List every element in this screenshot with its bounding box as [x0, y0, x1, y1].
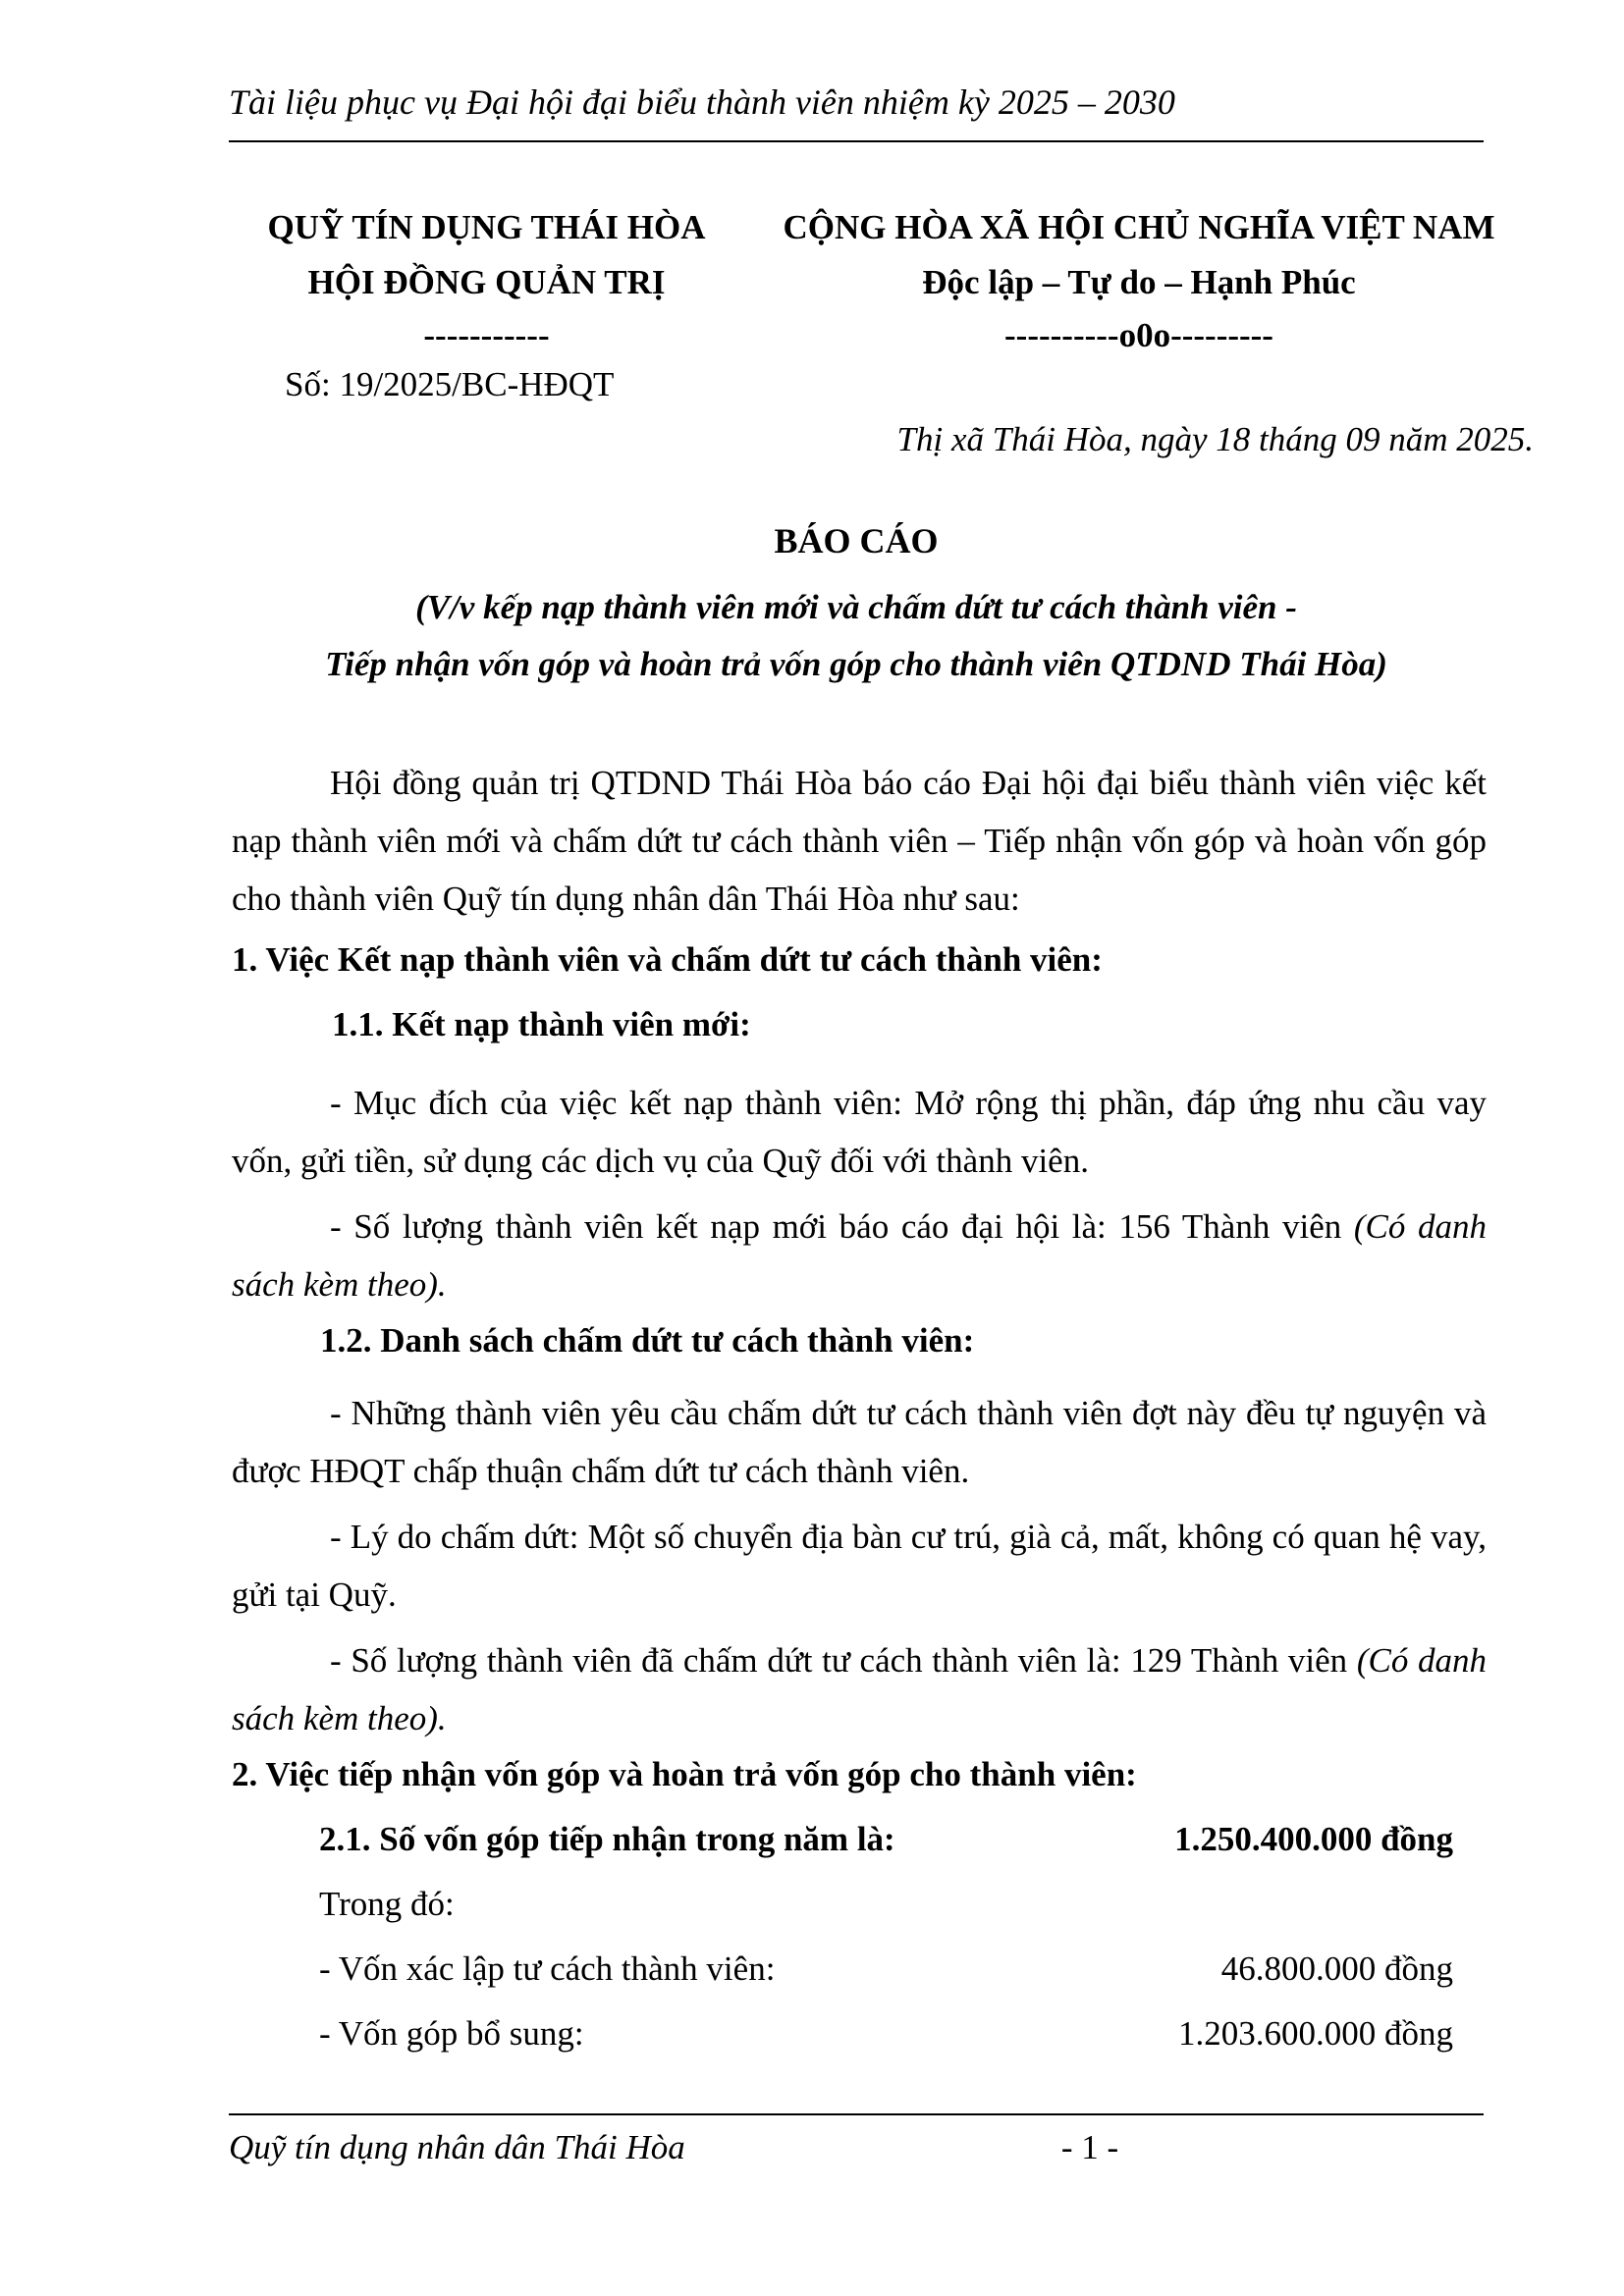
section2-1-amount: 1.250.400.000 đồng	[1174, 1820, 1453, 1858]
report-subtitle-line1: (V/v kếp nạp thành viên mới và chấm dứt tư cách thành viên -	[415, 588, 1297, 626]
section1-2-heading: 1.2. Danh sách chấm dứt tư cách thành viên:	[320, 1321, 975, 1360]
running-header: Tài liệu phục vụ Đại hội đại biểu thành viên nhiệm kỳ 2025 – 2030	[229, 82, 1175, 122]
org-name: QUỸ TÍN DỤNG THÁI HÒA	[267, 208, 706, 246]
section1-1-count	[232, 1198, 1487, 1313]
intro-paragraph: Hội đồng quản trị QTDND Thái Hòa báo cáo Đại hội đại biểu thành viên việc kết nạp thành viên mới và chấm dứt tư cách thành viên – Tiếp nhận vốn góp và hoàn vốn góp cho thành viên Quỹ tín dụng nhân dân Thái Hòa như sau:	[232, 764, 1487, 918]
org-divider: -----------	[423, 316, 550, 354]
date-line: Thị xã Thái Hòa, ngày 18 tháng 09 năm 2025.	[896, 420, 1534, 458]
capital-item-label: - Vốn xác lập tư cách thành viên:	[319, 1949, 776, 1988]
nation-divider: ----------o0o---------	[1004, 316, 1273, 354]
nation-title: CỘNG HÒA XÃ HỘI CHỦ NGHĨA VIỆT NAM	[783, 208, 1495, 246]
section1-2-count	[232, 1631, 1487, 1747]
section1-2-voluntary: - Những thành viên yêu cầu chấm dứt tư cách thành viên đợt này đều tự nguyện và được HĐQT chấp thuận chấm dứt tư cách thành viên.	[232, 1394, 1487, 1490]
section2-1-label: 2.1. Số vốn góp tiếp nhận trong năm là:	[319, 1820, 895, 1858]
footer-rule	[229, 2113, 1484, 2115]
capital-item-row	[319, 1949, 1453, 1989]
section1-1-count-text: - Số lượng thành viên kết nạp mới báo cáo đại hội là: 156 Thành viên	[330, 1207, 1354, 1246]
section2-1-row	[319, 1820, 1453, 1859]
section1-2-count-text: - Số lượng thành viên đã chấm dứt tư cách thành viên là: 129 Thành viên	[330, 1641, 1357, 1680]
section1-1-purpose: - Mục đích của việc kết nạp thành viên: Mở rộng thị phần, đáp ứng nhu cầu vay vốn, gửi tiền, sử dụng các dịch vụ của Quỹ đối với thành viên.	[232, 1084, 1487, 1180]
report-title: BÁO CÁO	[774, 521, 939, 561]
header-rule	[229, 140, 1484, 142]
doc-number: Số: 19/2025/BC-HĐQT	[285, 365, 615, 403]
capital-item-amount: 1.203.600.000 đồng	[1178, 2014, 1453, 2053]
capital-item-row	[319, 2014, 1453, 2054]
capital-item-amount: 46.800.000 đồng	[1220, 1949, 1453, 1988]
page-number: - 1 -	[1060, 2128, 1119, 2166]
report-subtitle-line2: Tiếp nhận vốn góp và hoàn trả vốn góp cho thành viên QTDND Thái Hòa)	[325, 645, 1387, 683]
section1-2-count-note: (Có danh sách kèm theo).	[232, 1641, 1488, 1737]
section1-heading: 1. Việc Kết nạp thành viên và chấm dứt tư cách thành viên:	[232, 940, 1103, 979]
footer-org: Quỹ tín dụng nhân dân Thái Hòa	[229, 2128, 685, 2166]
in-which-label: Trong đó:	[319, 1885, 455, 1923]
nation-motto: Độc lập – Tự do – Hạnh Phúc	[922, 263, 1356, 301]
section2-heading: 2. Việc tiếp nhận vốn góp và hoàn trả vốn góp cho thành viên:	[232, 1755, 1137, 1793]
section1-1-heading: 1.1. Kết nạp thành viên mới:	[332, 1005, 751, 1043]
org-board: HỘI ĐỒNG QUẢN TRỊ	[307, 263, 666, 301]
capital-item-label: - Vốn góp bổ sung:	[319, 2014, 584, 2053]
section1-2-reason: - Lý do chấm dứt: Một số chuyển địa bàn cư trú, già cả, mất, không có quan hệ vay, gửi tại Quỹ.	[232, 1518, 1487, 1614]
section1-1-count-note: (Có danh sách kèm theo).	[232, 1207, 1488, 1304]
